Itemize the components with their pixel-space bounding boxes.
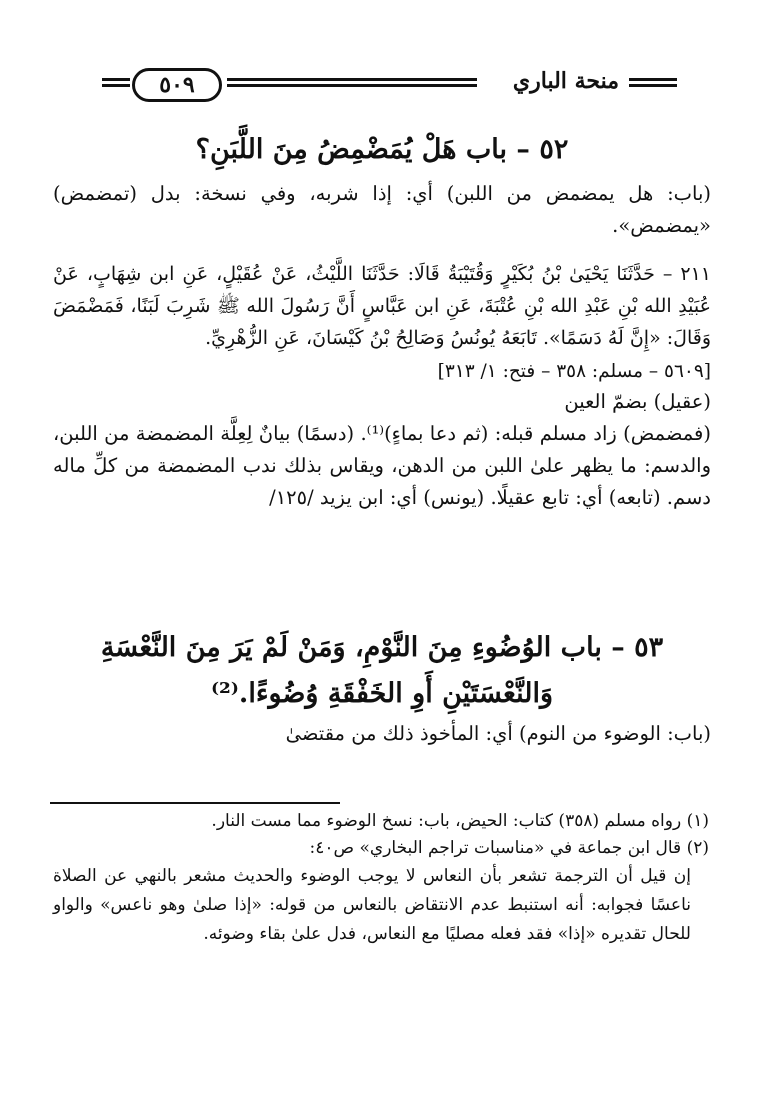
header-rule-right (629, 78, 677, 90)
footnotes (53, 808, 709, 949)
commentary-chapter-52: (باب: هل يمضمض من اللبن) أي: إذا شربه، وفي نسخة: بدل (تمضمض) «يمضمض». (53, 182, 711, 237)
header-rule-middle (227, 78, 477, 90)
hadith-211-reference: [٥٦٠٩ – مسلم: ٣٥٨ – فتح: ١/ ٣١٣] (437, 361, 711, 382)
footnote-1: (١) رواه مسلم (٣٥٨) كتاب: الحيض، باب: نسخ الوضوء مما مست النار. (211, 811, 709, 831)
chapter-52-title: ٥٢ – باب هَلْ يُمَضْمِضُ مِنَ اللَّبَنِ؟ (195, 134, 569, 165)
header-rule-left (102, 78, 130, 90)
footnote-2-quote: إن قيل أن الترجمة تشعر بأن النعاس لا يوجب الوضوء والحديث مشعر بالنهي عن الصلاة ناعسًا فجوابه: أنه استنبط عدم الانتقاض بالنعاس من قوله: «إذا صلىٰ وهو ناعس» والواو للحال تقديره «إذا» فقد فعله مصليًا مع النعاس، فدل علىٰ بقاء وضوئه. (53, 866, 691, 944)
hadith-211-text: ٢١١ – حَدَّثَنَا يَحْيَىٰ بْنُ بُكَيْرٍ وَقُتَيْبَةُ قَالَا: حَدَّثَنَا اللَّيْثُ، عَنْ عُقَيْلٍ، عَنِ ابن شِهَابٍ، عَنْ عُبَيْدِ الله بْنِ عَبْدِ الله بْنِ عُتْبَةَ، عَنِ ابن عَبَّاسٍ أَنَّ رَسُولَ الله ﷺ شَرِبَ لَبَنًا، فَمَضْمَضَ وَقَالَ: «إِنَّ لَهُ دَسَمًا». تَابَعَهُ يُونُسُ وَصَالِحُ بْنُ كَيْسَانَ، عَنِ الزُّهْرِيِّ. (53, 263, 711, 349)
commentary-chapter-53: (باب: الوضوء من النوم) أي: المأخوذ ذلك من مقتضىٰ (285, 722, 711, 745)
footnote-2: (٢) قال ابن جماعة في «مناسبات تراجم البخاري» ص٤٠: (309, 838, 709, 858)
chapter-53-title: ٥٣ – باب الوُضُوءِ مِنَ النَّوْمِ، وَمَنْ لَمْ يَرَ مِنَ النَّعْسَةِ وَالنَّعْسَتَيْنِ أَوِ الخَفْقَةِ وُضُوءًا.⁽²⁾ (100, 632, 664, 709)
commentary-madmada: (فمضمض) زاد مسلم قبله: (ثم دعا بماءٍ)⁽¹⁾. (دسمًا) بيانٌ لِعِلَّة المضمضة من اللبن، والدسم: ما يظهر علىٰ اللبن من الدهن، ويقاس بذلك ندب المضمضة من كلِّ ماله دسم. (تابعه) أي: تابع عقيلًا. (يونس) أي: ابن يزيد /١٢٥/ (53, 422, 711, 509)
commentary-hadith-211 (53, 386, 711, 514)
running-title: منحة الباري (512, 68, 619, 94)
page-header (102, 68, 677, 112)
footnote-separator (50, 802, 340, 804)
commentary-aqil: (عقيل) بضمّ العين (564, 390, 711, 413)
page-number: ٥٠٩ (132, 68, 222, 102)
